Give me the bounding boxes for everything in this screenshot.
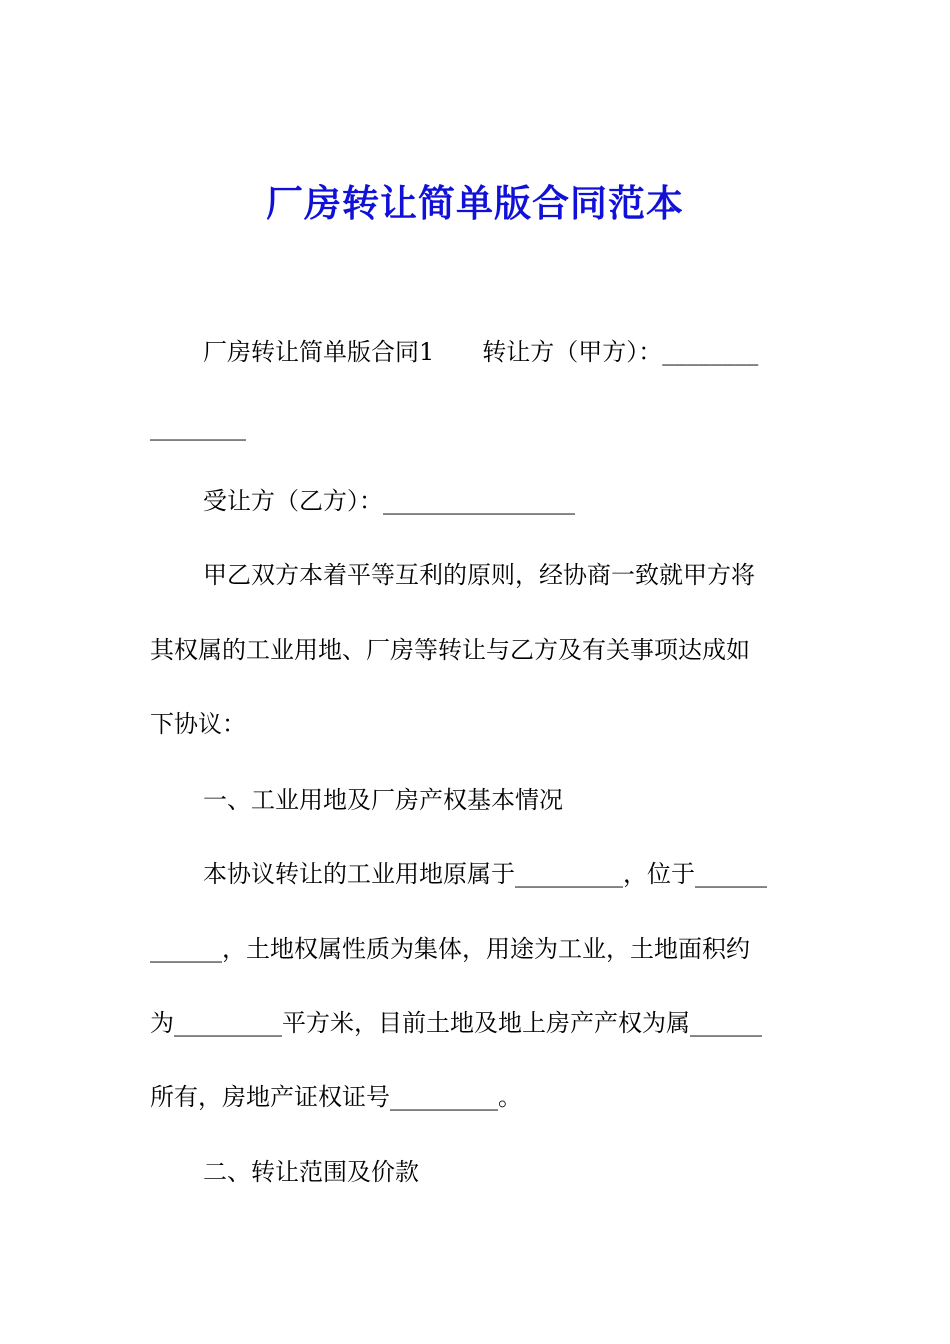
body-line-6: 下协议：: [150, 710, 246, 738]
body-line-5: 其权属的工业用地、厂房等转让与乙方及有关事项达成如: [150, 636, 750, 664]
document-title: 厂房转让简单版合同范本: [266, 181, 684, 225]
section-heading-1: 一、工业用地及厂房产权基本情况: [203, 786, 563, 814]
body-line-1: 厂房转让简单版合同1 转让方（甲方）：________: [203, 338, 759, 366]
body-line-10: 为_________平方米，目前土地及地上房产产权为属______: [150, 1009, 762, 1037]
body-line-11: 所有，房地产证权证号_________。: [150, 1083, 522, 1111]
body-line-9: ______，土地权属性质为集体，用途为工业，土地面积约: [150, 935, 750, 963]
body-line-2: ________: [150, 413, 246, 441]
section-heading-2: 二、转让范围及价款: [203, 1158, 419, 1186]
body-line-3: 受让方（乙方）：________________: [203, 487, 575, 515]
body-line-4: 甲乙双方本着平等互利的原则，经协商一致就甲方将: [203, 561, 755, 589]
body-line-8: 本协议转让的工业用地原属于_________，位于______: [203, 860, 767, 888]
